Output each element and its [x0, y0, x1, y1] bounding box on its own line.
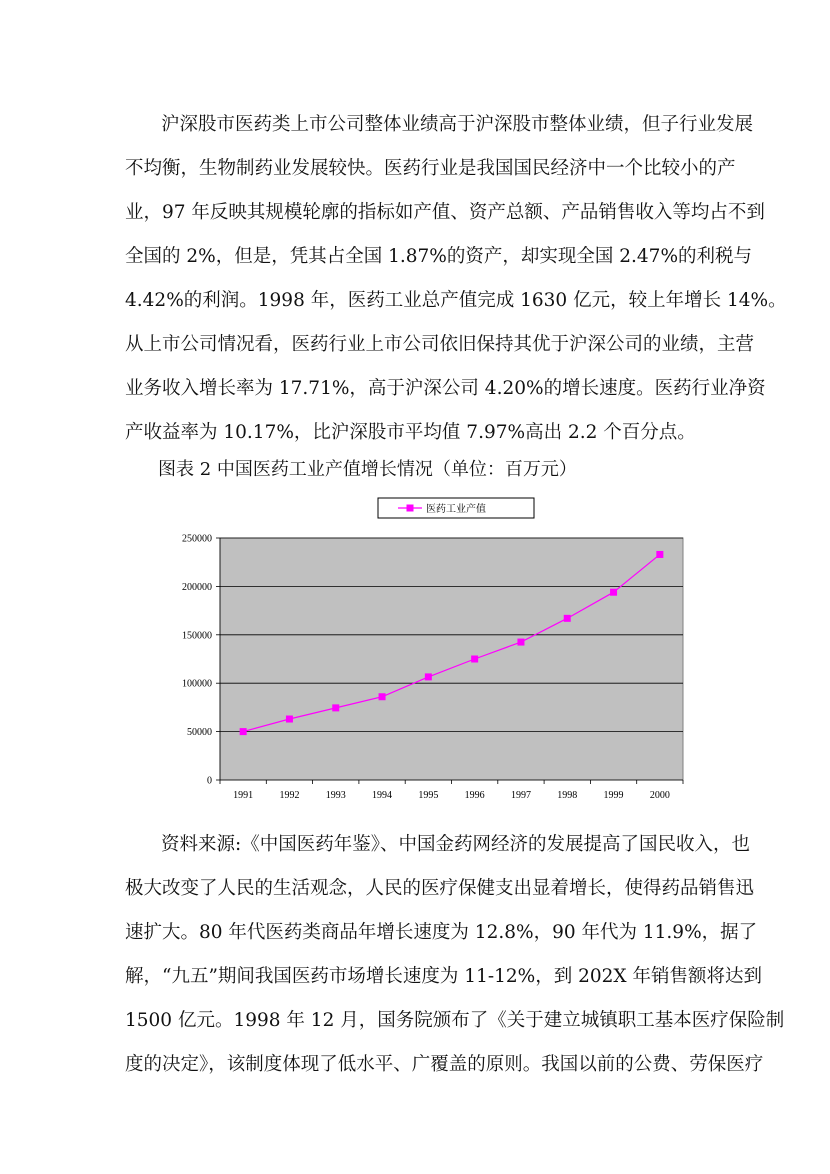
- data-point: [471, 656, 478, 663]
- x-tick-label: 2000: [649, 790, 670, 801]
- data-point: [517, 639, 524, 646]
- paragraph-line: 不均衡，生物制药业发展较快。医药行业是我国国民经济中一个比较小的产: [125, 158, 736, 179]
- y-tick-label: 100000: [182, 678, 212, 690]
- data-point: [564, 615, 571, 622]
- paragraph-line: 4.42%的利润。1998 年，医药工业总产值完成 1630 亿元，较上年增长 14%。: [125, 290, 787, 311]
- y-tick-label: 250000: [182, 533, 212, 545]
- data-point: [286, 716, 293, 723]
- paragraph-line: 资料来源:《中国医药年鉴》、中国金药网经济的发展提高了国民收入，也: [161, 834, 750, 855]
- x-tick-label: 1993: [325, 790, 346, 801]
- x-tick-label: 1999: [603, 790, 624, 801]
- x-tick-label: 1992: [279, 790, 300, 801]
- x-tick-label: 1998: [557, 790, 578, 801]
- chart-legend: [378, 498, 534, 518]
- paragraph-line: 度的决定》，该制度体现了低水平、广覆盖的原则。我国以前的公费、劳保医疗: [125, 1054, 764, 1075]
- paragraph-line: 1500 亿元。1998 年 12 月，国务院颁布了《关于建立城镇职工基本医疗保险制: [125, 1010, 785, 1031]
- paragraph-line: 业，97 年反映其规模轮廓的指标如产值、资产总额、产品销售收入等均占不到: [125, 202, 765, 223]
- intro-paragraph: [125, 103, 787, 455]
- data-point: [240, 728, 247, 735]
- line-chart: [160, 490, 700, 810]
- x-tick-label: 1994: [372, 790, 393, 801]
- paragraph-line: 沪深股市医药类上市公司整体业绩高于沪深股市整体业绩，但子行业发展: [161, 114, 754, 135]
- data-point: [332, 704, 339, 711]
- paragraph-line: 速扩大。80 年代医药类商品年增长速度为 12.8%，90 年代为 11.9%，据了: [125, 922, 758, 943]
- source-paragraph: [125, 823, 785, 1087]
- y-tick-label: 50000: [187, 727, 212, 739]
- data-point: [425, 673, 432, 680]
- figure-caption: 图表 2 中国医药工业产值增长情况（单位：百万元）: [158, 459, 577, 480]
- paragraph-line: 业务收入增长率为 17.71%，高于沪深公司 4.20%的增长速度。医药行业净资: [125, 378, 766, 399]
- x-tick-label: 1997: [510, 790, 531, 801]
- legend-marker-swatch: [407, 505, 414, 512]
- paragraph-line: 产收益率为 10.17%，比沪深股市平均值 7.97%高出 2.2 个百分点。: [125, 422, 696, 443]
- y-tick-label: 0: [207, 775, 212, 787]
- data-point: [379, 693, 386, 700]
- y-tick-label: 200000: [182, 581, 212, 593]
- plot-area: [220, 538, 683, 780]
- paragraph-line: 解，“九五”期间我国医药市场增长速度为 11-12%，到 202X 年销售额将达到: [125, 966, 762, 987]
- paragraph-line: 极大改变了人民的生活观念，人民的医疗保健支出显着增长，使得药品销售迅: [125, 878, 755, 899]
- paragraph-line: 从上市公司情况看，医药行业上市公司依旧保持其优于沪深公司的业绩，主营: [125, 334, 755, 355]
- paragraph-line: 全国的 2%，但是，凭其占全国 1.87%的资产，却实现全国 2.47%的利税与: [125, 246, 753, 267]
- data-point: [656, 551, 663, 558]
- legend-label: 医药工业产值: [426, 504, 486, 515]
- y-tick-label: 150000: [182, 630, 212, 642]
- x-tick-label: 1996: [464, 790, 485, 801]
- x-tick-label: 1995: [418, 790, 439, 801]
- data-point: [610, 589, 617, 596]
- x-tick-label: 1991: [233, 790, 254, 801]
